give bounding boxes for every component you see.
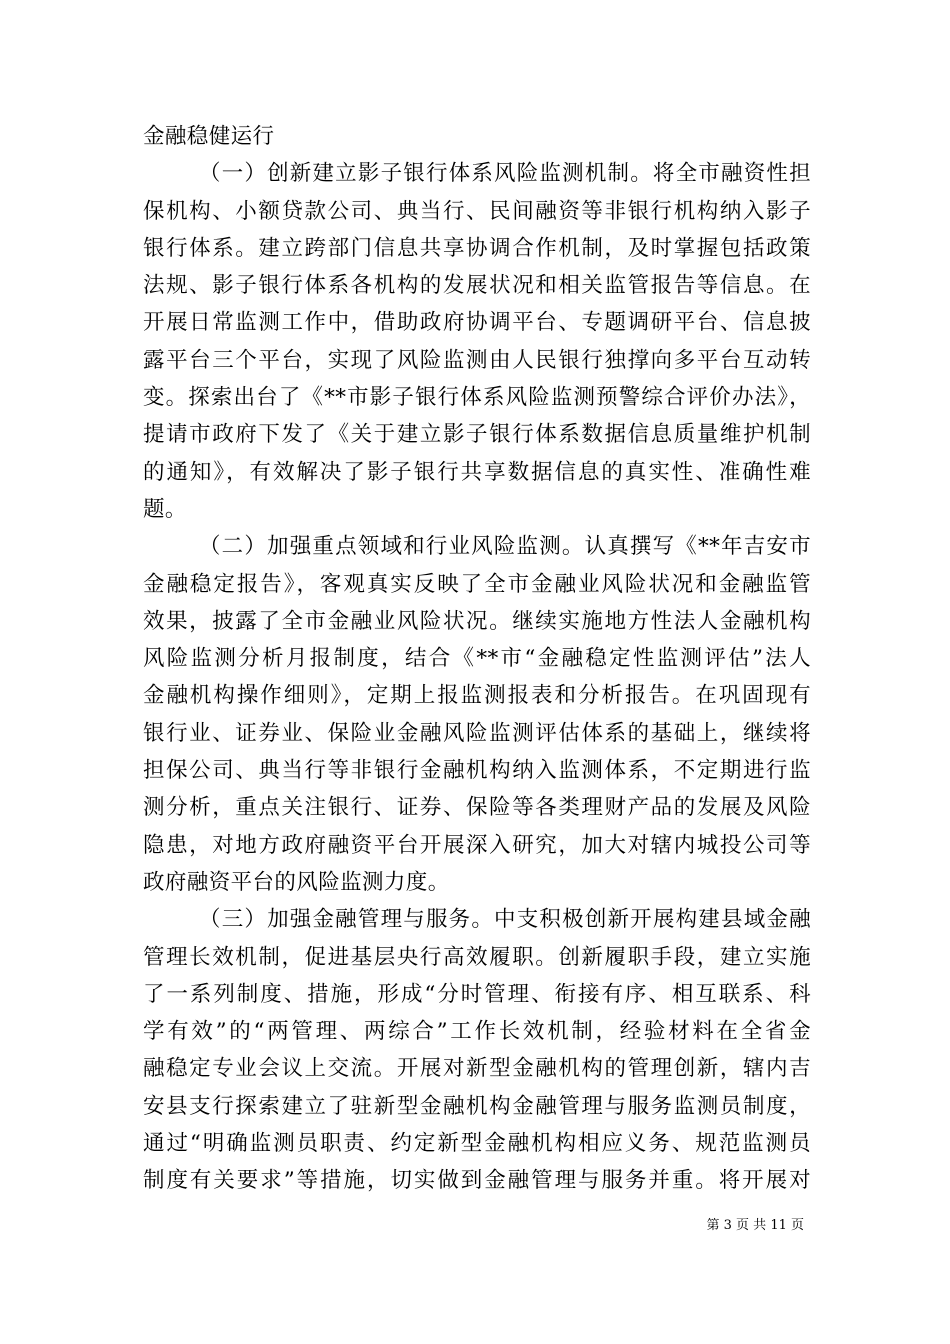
text-line: 融稳定专业会议上交流。开展对新型金融机构的管理创新，辖内吉 (143, 1056, 811, 1082)
page-number-footer: 第 3 页 共 11 页 (706, 1218, 804, 1233)
text-line: 政府融资平台的风险监测力度。 (143, 869, 450, 895)
text-line: 题。 (143, 496, 187, 522)
text-line: 金融稳定报告》，客观真实反映了全市金融业风险状况和金融监管 (143, 571, 811, 597)
text-line: 的通知》，有效解决了影子银行共享数据信息的真实性、准确性难 (143, 459, 811, 485)
text-line: 隐患，对地方政府融资平台开展深入研究，加大对辖内城投公司等 (143, 832, 811, 858)
text-line: 金融机构操作细则》，定期上报监测报表和分析报告。在巩固现有 (143, 683, 811, 709)
text-line: 银行业、证券业、保险业金融风险监测评估体系的基础上，继续将 (143, 720, 811, 746)
paragraph-1-first-line: （一）创新建立影子银行体系风险监测机制。将全市融资性担 (199, 161, 811, 187)
text-line: 风险监测分析月报制度，结合《**市“金融稳定性监测评估”法人 (143, 646, 811, 672)
text-line: 变。探索出台了《**市影子银行体系风险监测预警综合评价办法》， (143, 385, 811, 411)
text-line: 测分析，重点关注银行、证券、保险等各类理财产品的发展及风险 (143, 795, 811, 821)
text-line: 保机构、小额贷款公司、典当行、民间融资等非银行机构纳入影子 (143, 198, 811, 224)
text-line: 露平台三个平台，实现了风险监测由人民银行独撑向多平台互动转 (143, 347, 811, 373)
text-line: 通过“明确监测员职责、约定新型金融机构相应义务、规范监测员 (143, 1131, 811, 1157)
text-line: 了一系列制度、措施，形成“分时管理、衔接有序、相互联系、科 (143, 981, 811, 1007)
document-body (143, 118, 811, 1200)
text-line: 法规、影子银行体系各机构的发展状况和相关监管报告等信息。在 (143, 273, 811, 299)
text-line: 制度有关要求”等措施，切实做到金融管理与服务并重。将开展对 (143, 1168, 811, 1194)
text-line: 提请市政府下发了《关于建立影子银行体系数据信息质量维护机制 (143, 422, 811, 448)
text-line: 开展日常监测工作中，借助政府协调平台、专题调研平台、信息披 (143, 310, 811, 336)
text-line: 学有效”的“两管理、两综合”工作长效机制，经验材料在全省金 (143, 1019, 811, 1045)
text-line: 安县支行探索建立了驻新型金融机构金融管理与服务监测员制度， (143, 1093, 811, 1119)
paragraph-3-first-line: （三）加强金融管理与服务。中支积极创新开展构建县域金融 (199, 907, 811, 933)
text-line: 效果，披露了全市金融业风险状况。继续实施地方性法人金融机构 (143, 608, 811, 634)
text-line: 银行体系。建立跨部门信息共享协调合作机制，及时掌握包括政策 (143, 235, 811, 261)
text-line: 金融稳健运行 (143, 124, 275, 149)
text-line: 管理长效机制，促进基层央行高效履职。创新履职手段，建立实施 (143, 944, 811, 970)
paragraph-2-first-line: （二）加强重点领域和行业风险监测。认真撰写《**年吉安市 (199, 534, 811, 560)
text-line: 担保公司、典当行等非银行金融机构纳入监测体系，不定期进行监 (143, 758, 811, 784)
